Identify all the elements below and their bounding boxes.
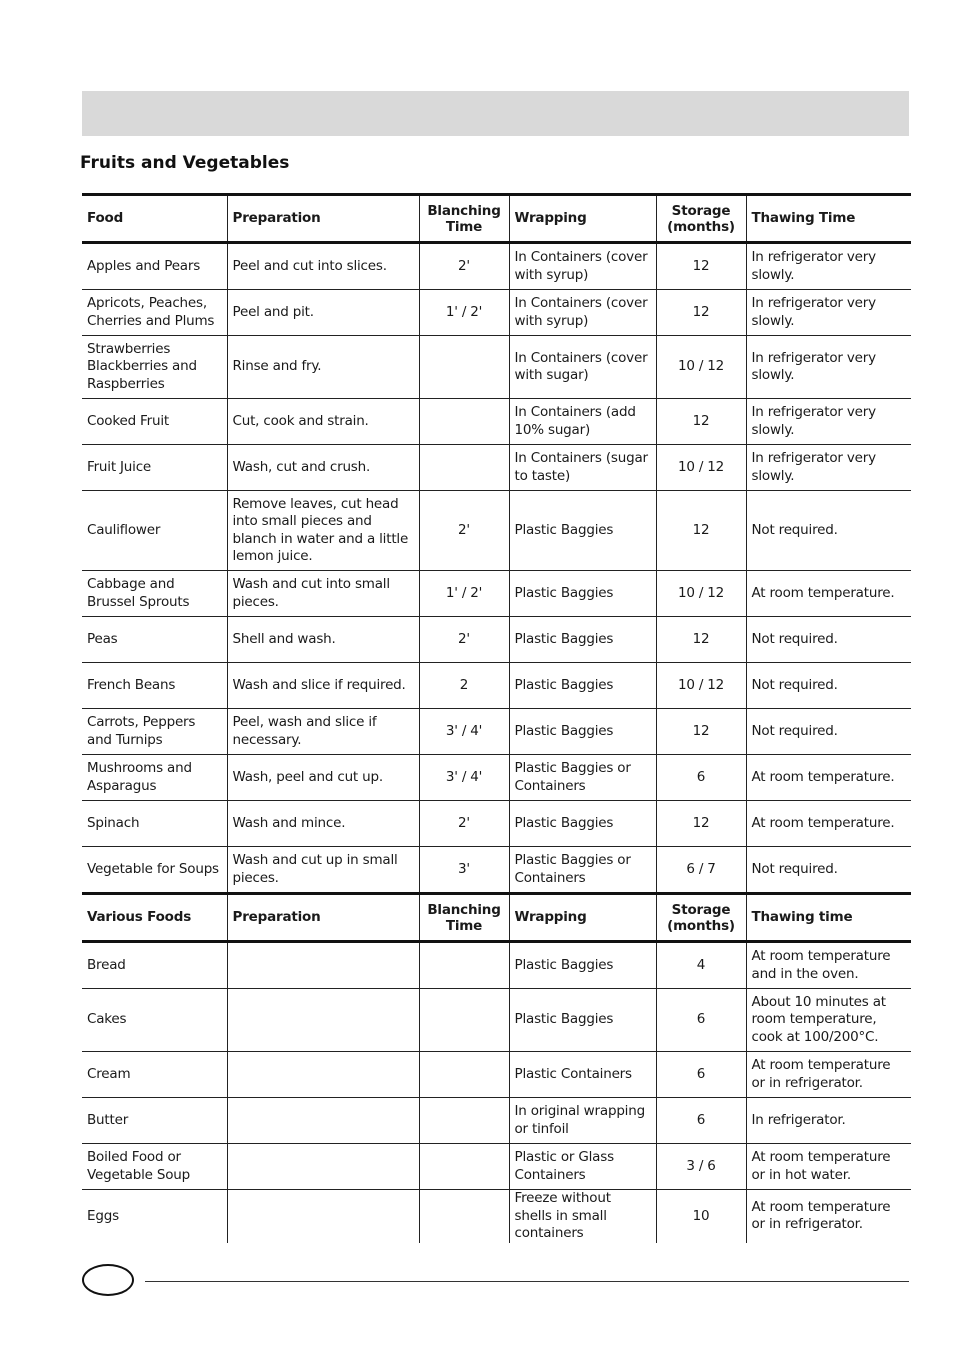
cell-wrapping: In Containers (cover with syrup) — [509, 243, 656, 290]
cell-wrapping: In Containers (add 10% sugar) — [509, 399, 656, 445]
cell-food: Bread — [82, 942, 227, 989]
cell-wrapping: Plastic Containers — [509, 1052, 656, 1098]
cell-preparation: Peel and cut into slices. — [227, 243, 419, 290]
cell-food: Apricots, Peaches, Cherries and Plums — [82, 290, 227, 336]
table-row — [82, 989, 911, 1052]
cell-preparation: Wash, peel and cut up. — [227, 755, 419, 801]
fruits-header-row — [82, 195, 911, 243]
cell-thawing: Not required. — [746, 847, 911, 894]
cell-wrapping: Plastic or Glass Containers — [509, 1144, 656, 1190]
cell-wrapping: Plastic Baggies or Containers — [509, 755, 656, 801]
cell-preparation: Remove leaves, cut head into small pieces and blanch in water and a little lemon juice. — [227, 491, 419, 571]
cell-wrapping: Plastic Baggies — [509, 491, 656, 571]
table-row — [82, 663, 911, 709]
cell-wrapping: Plastic Baggies — [509, 571, 656, 617]
cell-thawing: At room temperature or in refrigerator. — [746, 1052, 911, 1098]
cell-blanching: 3' / 4' — [419, 755, 509, 801]
cell-food: French Beans — [82, 663, 227, 709]
cell-thawing: At room temperature or in hot water. — [746, 1144, 911, 1190]
table-row — [82, 1052, 911, 1098]
cell-thawing: Not required. — [746, 709, 911, 755]
cell-storage: 3 / 6 — [656, 1144, 746, 1190]
header-blanching: Blanching Time — [419, 894, 509, 942]
header-food: Food — [82, 195, 227, 243]
cell-storage: 6 — [656, 1098, 746, 1144]
cell-blanching: 2' — [419, 617, 509, 663]
cell-preparation: Peel and pit. — [227, 290, 419, 336]
table-row — [82, 491, 911, 571]
cell-blanching — [419, 1098, 509, 1144]
header-storage: Storage (months) — [656, 894, 746, 942]
cell-wrapping: Plastic Baggies — [509, 942, 656, 989]
cell-thawing: In refrigerator very slowly. — [746, 243, 911, 290]
table-row — [82, 399, 911, 445]
table-row — [82, 445, 911, 491]
cell-food: Cakes — [82, 989, 227, 1052]
freezing-table-container — [82, 193, 911, 1241]
header-band — [82, 91, 909, 136]
cell-storage: 10 — [656, 1190, 746, 1243]
table-row — [82, 709, 911, 755]
table-row — [82, 1190, 911, 1243]
cell-preparation — [227, 1144, 419, 1190]
cell-storage: 12 — [656, 399, 746, 445]
cell-food: Carrots, Peppers and Turnips — [82, 709, 227, 755]
cell-thawing: At room temperature. — [746, 571, 911, 617]
cell-food: Cream — [82, 1052, 227, 1098]
cell-wrapping: Plastic Baggies — [509, 617, 656, 663]
cell-wrapping: In Containers (cover with sugar) — [509, 336, 656, 399]
cell-preparation: Wash and mince. — [227, 801, 419, 847]
table-row — [82, 336, 911, 399]
cell-food: Cooked Fruit — [82, 399, 227, 445]
cell-storage: 6 — [656, 755, 746, 801]
cell-food: Peas — [82, 617, 227, 663]
cell-wrapping: Freeze without shells in small containers — [509, 1190, 656, 1243]
cell-preparation: Wash and cut into small pieces. — [227, 571, 419, 617]
header-wrapping: Wrapping — [509, 195, 656, 243]
header-thawing: Thawing time — [746, 894, 911, 942]
cell-storage: 4 — [656, 942, 746, 989]
cell-storage: 12 — [656, 491, 746, 571]
cell-thawing: Not required. — [746, 617, 911, 663]
table-row — [82, 571, 911, 617]
table-row — [82, 847, 911, 894]
cell-preparation: Wash and cut up in small pieces. — [227, 847, 419, 894]
freezing-table — [82, 193, 911, 1243]
cell-preparation — [227, 1052, 419, 1098]
cell-blanching: 2 — [419, 663, 509, 709]
cell-thawing: In refrigerator very slowly. — [746, 290, 911, 336]
header-blanching: Blanching Time — [419, 195, 509, 243]
cell-preparation — [227, 942, 419, 989]
cell-wrapping: Plastic Baggies — [509, 989, 656, 1052]
cell-blanching — [419, 942, 509, 989]
cell-blanching — [419, 336, 509, 399]
cell-thawing: In refrigerator very slowly. — [746, 445, 911, 491]
header-storage: Storage (months) — [656, 195, 746, 243]
table-row — [82, 617, 911, 663]
cell-blanching: 2' — [419, 801, 509, 847]
cell-blanching: 2' — [419, 243, 509, 290]
table-row — [82, 243, 911, 290]
cell-thawing: In refrigerator very slowly. — [746, 399, 911, 445]
cell-storage: 12 — [656, 709, 746, 755]
table-row — [82, 1144, 911, 1190]
cell-storage: 10 / 12 — [656, 445, 746, 491]
cell-blanching: 2' — [419, 491, 509, 571]
cell-wrapping: Plastic Baggies or Containers — [509, 847, 656, 894]
cell-storage: 12 — [656, 801, 746, 847]
cell-blanching — [419, 1144, 509, 1190]
cell-blanching: 1' / 2' — [419, 290, 509, 336]
cell-food: Mushrooms and Asparagus — [82, 755, 227, 801]
cell-thawing: At room temperature. — [746, 755, 911, 801]
cell-preparation — [227, 1098, 419, 1144]
cell-food: Fruit Juice — [82, 445, 227, 491]
cell-storage: 6 / 7 — [656, 847, 746, 894]
cell-food: Apples and Pears — [82, 243, 227, 290]
cell-preparation: Cut, cook and strain. — [227, 399, 419, 445]
cell-storage: 10 / 12 — [656, 663, 746, 709]
cell-thawing: At room temperature or in refrigerator. — [746, 1190, 911, 1243]
cell-storage: 12 — [656, 617, 746, 663]
cell-preparation — [227, 989, 419, 1052]
table-row — [82, 290, 911, 336]
cell-thawing: In refrigerator. — [746, 1098, 911, 1144]
header-thawing: Thawing Time — [746, 195, 911, 243]
cell-storage: 10 / 12 — [656, 571, 746, 617]
cell-preparation: Wash and slice if required. — [227, 663, 419, 709]
footer-rule — [145, 1281, 909, 1282]
cell-food: Eggs — [82, 1190, 227, 1243]
cell-storage: 12 — [656, 290, 746, 336]
cell-wrapping: In Containers (cover with syrup) — [509, 290, 656, 336]
cell-wrapping: Plastic Baggies — [509, 663, 656, 709]
cell-storage: 10 / 12 — [656, 336, 746, 399]
cell-thawing: Not required. — [746, 663, 911, 709]
cell-preparation: Wash, cut and crush. — [227, 445, 419, 491]
cell-food: Vegetable for Soups — [82, 847, 227, 894]
cell-blanching — [419, 399, 509, 445]
cell-food: Cabbage and Brussel Sprouts — [82, 571, 227, 617]
header-preparation: Preparation — [227, 195, 419, 243]
various-header-row — [82, 894, 911, 942]
cell-thawing: At room temperature. — [746, 801, 911, 847]
cell-preparation: Rinse and fry. — [227, 336, 419, 399]
cell-wrapping: In original wrapping or tinfoil — [509, 1098, 656, 1144]
cell-thawing: At room temperature and in the oven. — [746, 942, 911, 989]
table-row — [82, 755, 911, 801]
header-wrapping: Wrapping — [509, 894, 656, 942]
cell-food: Strawberries Blackberries and Raspberries — [82, 336, 227, 399]
section-title: Fruits and Vegetables — [80, 153, 290, 173]
table-row — [82, 942, 911, 989]
cell-food: Butter — [82, 1098, 227, 1144]
cell-preparation — [227, 1190, 419, 1243]
cell-storage: 12 — [656, 243, 746, 290]
cell-preparation: Shell and wash. — [227, 617, 419, 663]
cell-storage: 6 — [656, 989, 746, 1052]
cell-wrapping: In Containers (sugar to taste) — [509, 445, 656, 491]
cell-thawing: About 10 minutes at room temperature, cook at 100/200°C. — [746, 989, 911, 1052]
table-row — [82, 1098, 911, 1144]
cell-blanching: 1' / 2' — [419, 571, 509, 617]
cell-blanching — [419, 445, 509, 491]
header-food: Various Foods — [82, 894, 227, 942]
cell-blanching — [419, 989, 509, 1052]
cell-preparation: Peel, wash and slice if necessary. — [227, 709, 419, 755]
cell-blanching — [419, 1190, 509, 1243]
page-number-oval — [82, 1264, 134, 1296]
table-row — [82, 801, 911, 847]
header-preparation: Preparation — [227, 894, 419, 942]
cell-storage: 6 — [656, 1052, 746, 1098]
cell-food: Cauliflower — [82, 491, 227, 571]
cell-thawing: In refrigerator very slowly. — [746, 336, 911, 399]
cell-thawing: Not required. — [746, 491, 911, 571]
cell-food: Spinach — [82, 801, 227, 847]
cell-wrapping: Plastic Baggies — [509, 801, 656, 847]
cell-blanching: 3' / 4' — [419, 709, 509, 755]
cell-wrapping: Plastic Baggies — [509, 709, 656, 755]
cell-blanching — [419, 1052, 509, 1098]
cell-blanching: 3' — [419, 847, 509, 894]
cell-food: Boiled Food or Vegetable Soup — [82, 1144, 227, 1190]
